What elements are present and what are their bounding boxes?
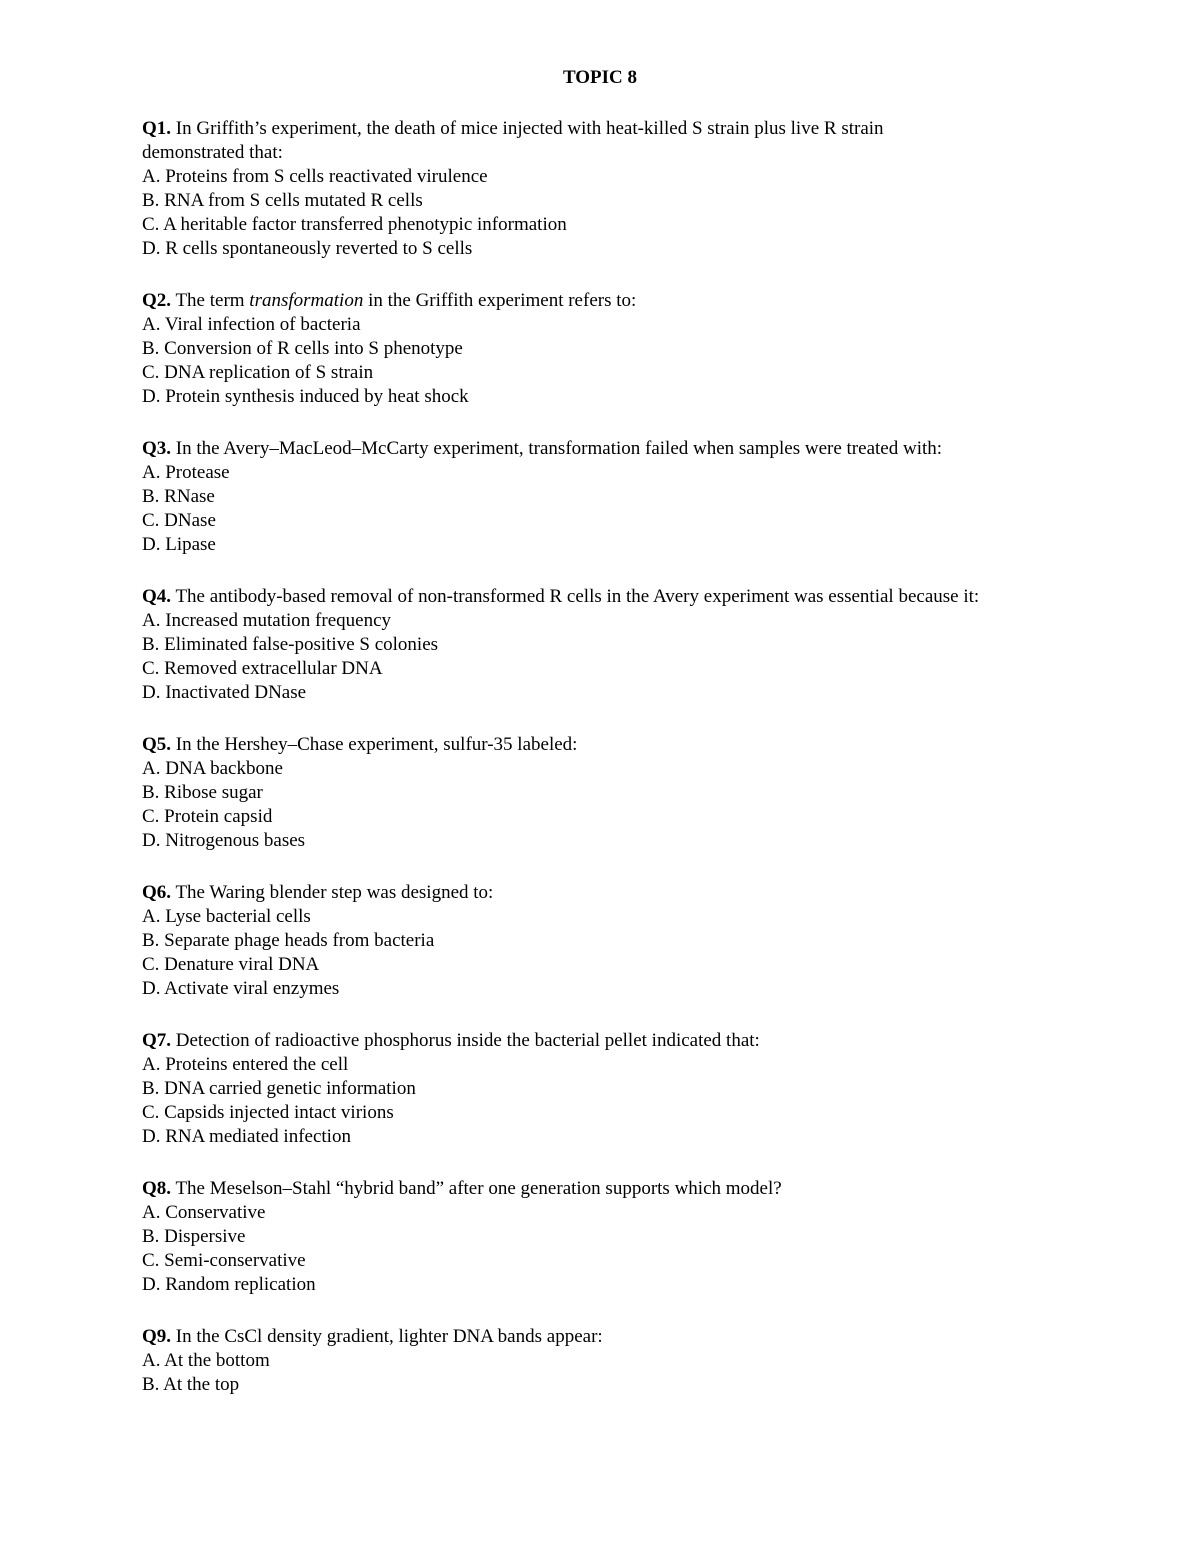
page-title: TOPIC 8 [562, 67, 638, 88]
option-d: D. R cells spontaneously reverted to S cells [142, 238, 473, 259]
question-text: In Griffith’s experiment, the death of mice injected with heat-killed S strain plus live R strain demonstrated that: [142, 118, 884, 163]
option-a: A. At the bottom [142, 1350, 270, 1371]
question-number: Q6. [142, 882, 172, 903]
question-1 [142, 117, 1072, 261]
question-stem [142, 1177, 1072, 1201]
question-text: Detection of radioactive phosphorus inside the bacterial pellet indicated that: [171, 1030, 760, 1051]
question-7 [142, 1029, 1072, 1149]
question-stem [142, 881, 1072, 905]
question-9 [142, 1325, 1072, 1397]
option-a: A. Lyse bacterial cells [142, 906, 311, 927]
question-5 [142, 733, 1072, 853]
question-text-italic: transformation [249, 290, 364, 311]
option-d: D. Random replication [142, 1274, 316, 1295]
question-text: The Meselson–Stahl “hybrid band” after one generation supports which model? [171, 1178, 782, 1199]
option-a: A. Protease [142, 462, 230, 483]
question-number: Q9. [142, 1326, 172, 1347]
question-list [142, 117, 1072, 1425]
question-stem [142, 1029, 1072, 1053]
option-a: A. Proteins entered the cell [142, 1054, 349, 1075]
option-b: B. RNase [142, 486, 215, 507]
option-d: D. Nitrogenous bases [142, 830, 306, 851]
option-b: B. Separate phage heads from bacteria [142, 930, 435, 951]
option-b: B. At the top [142, 1374, 240, 1395]
option-c: C. DNase [142, 510, 216, 531]
option-a: A. DNA backbone [142, 758, 283, 779]
option-b: B. Ribose sugar [142, 782, 263, 803]
question-number: Q3. [142, 438, 172, 459]
question-6 [142, 881, 1072, 1001]
question-text: The Waring blender step was designed to: [171, 882, 494, 903]
question-text: In the CsCl density gradient, lighter DNA bands appear: [171, 1326, 603, 1347]
question-number: Q2. [142, 290, 172, 311]
option-c: C. Denature viral DNA [142, 954, 320, 975]
option-a: A. Conservative [142, 1202, 266, 1223]
question-number: Q5. [142, 734, 172, 755]
question-text: The term [171, 290, 250, 311]
question-8 [142, 1177, 1072, 1297]
question-2 [142, 289, 1072, 409]
option-b: B. Dispersive [142, 1226, 246, 1247]
question-text: In the Avery–MacLeod–McCarty experiment, transformation failed when samples were treated with: [171, 438, 943, 459]
option-c: C. Semi-conservative [142, 1250, 306, 1271]
option-a: A. Increased mutation frequency [142, 610, 392, 631]
option-c: C. Capsids injected intact virions [142, 1102, 394, 1123]
question-text: The antibody-based removal of non-transformed R cells in the Avery experiment was essential because it: [171, 586, 980, 607]
question-stem [142, 117, 952, 165]
question-stem [142, 437, 1072, 461]
option-d: D. Protein synthesis induced by heat shock [142, 386, 469, 407]
option-d: D. Lipase [142, 534, 216, 555]
option-b: B. DNA carried genetic information [142, 1078, 416, 1099]
option-a: A. Proteins from S cells reactivated virulence [142, 166, 488, 187]
option-d: D. RNA mediated infection [142, 1126, 351, 1147]
option-b: B. RNA from S cells mutated R cells [142, 190, 423, 211]
question-number: Q1. [142, 118, 172, 139]
option-b: B. Conversion of R cells into S phenotype [142, 338, 463, 359]
option-c: C. A heritable factor transferred phenotypic information [142, 214, 567, 235]
option-c: C. Protein capsid [142, 806, 273, 827]
question-number: Q7. [142, 1030, 172, 1051]
question-number: Q8. [142, 1178, 172, 1199]
question-number: Q4. [142, 586, 172, 607]
question-text: in the Griffith experiment refers to: [363, 290, 637, 311]
question-4 [142, 585, 1072, 705]
question-text: In the Hershey–Chase experiment, sulfur-35 labeled: [171, 734, 578, 755]
option-a: A. Viral infection of bacteria [142, 314, 361, 335]
question-stem [142, 585, 1072, 609]
option-b: B. Eliminated false-positive S colonies [142, 634, 439, 655]
question-3 [142, 437, 1072, 557]
option-d: D. Inactivated DNase [142, 682, 307, 703]
option-d: D. Activate viral enzymes [142, 978, 340, 999]
question-stem [142, 733, 1072, 757]
question-stem [142, 289, 952, 313]
option-c: C. Removed extracellular DNA [142, 658, 383, 679]
option-c: C. DNA replication of S strain [142, 362, 374, 383]
question-stem [142, 1325, 1072, 1349]
